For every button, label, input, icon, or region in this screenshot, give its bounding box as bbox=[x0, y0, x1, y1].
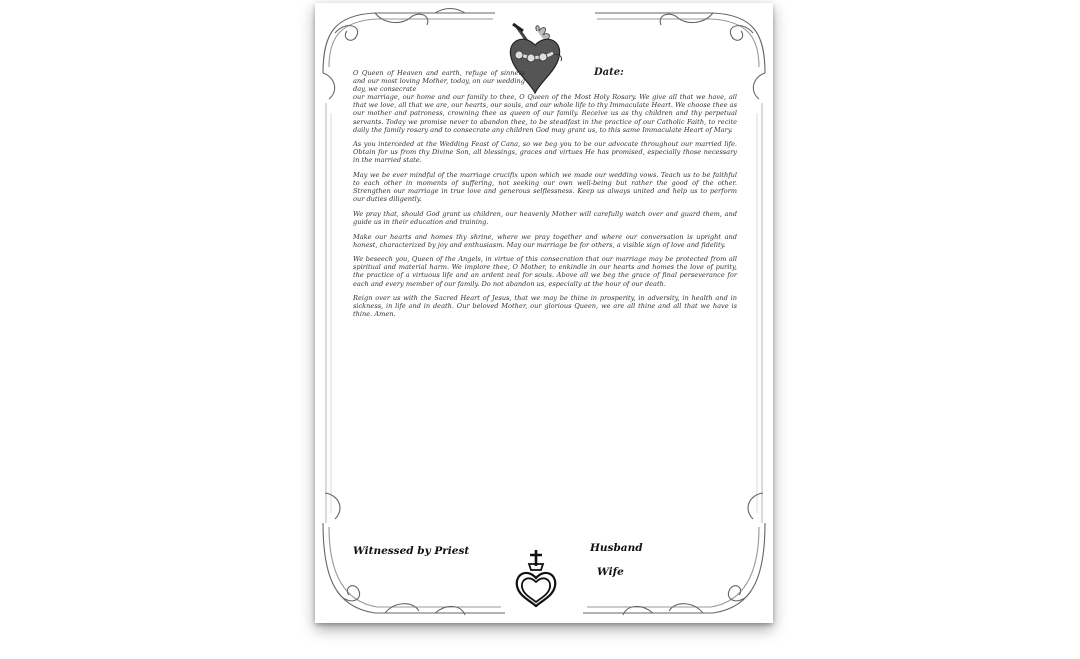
witnessed-by-priest-label: Witnessed by Priest bbox=[353, 545, 470, 557]
prayer-paragraph: As you interceded at the Wedding Feast of Cana, so we beg you to be our advocate throughout our married life. Obtain for us from thy Divine Son, all blessings, graces and virtues He has promised, especially those necessary in the married state. bbox=[353, 140, 737, 165]
prayer-text bbox=[353, 69, 737, 325]
consecration-document-page bbox=[315, 3, 773, 623]
prayer-paragraph: Make our hearts and homes thy shrine, where we pray together and where our conversation is upright and honest, characterized by joy and enthusiasm. May our marriage be for others, a visible sign of love and fidelity. bbox=[353, 232, 737, 249]
husband-label: Husband bbox=[590, 542, 643, 554]
prayer-paragraph: We beseech you, Queen of the Angels, in virtue of this consecration that our marriage may be protected from all spiritual and material harm. We implore thee, O Mother, to enkindle in our hearts and homes the love of purity, the practice of a virtuous life and an ardent zeal for souls. Above all we beg the grace of final perseverance for each and every member of our family. Do not abandon us, especially at the hour of our death. bbox=[353, 255, 737, 288]
prayer-paragraph: We pray that, should God grant us children, our heavenly Mother will carefully watch over and guard them, and guide us in their education and training. bbox=[353, 209, 737, 226]
opening-lines: O Queen of Heaven and earth, refuge of sinners and our most loving Mother, today, on our wedding day, we consecrate bbox=[353, 69, 525, 94]
prayer-paragraph: May we be ever mindful of the marriage crucifix upon which we made our wedding vows. Teach us to be faithful to each other in moments of suffering, not seeking our own well-being but rather the good of the other. Strengthen our marriage in true love and generous selflessness. Keep us always united and help us to perform our duties diligently. bbox=[353, 171, 737, 204]
date-label: Date: bbox=[594, 67, 624, 78]
prayer-paragraph: Reign over us with the Sacred Heart of Jesus, that we may be thine in prosperity, in adversity, in health and in sickness, in life and in death. Our beloved Mother, our glorious Queen, we are all thine and all that we have is thine. Amen. bbox=[353, 294, 737, 319]
two-hearts-cross-icon bbox=[511, 548, 561, 608]
prayer-paragraph: our marriage, our home and our family to thee, O Queen of the Most Holy Rosary. We give all that we have, all that we love, all that we are, our hearts, our souls, and our whole life to thy Immaculate Heart. We choose thee as our mother and patroness, crowning thee as queen of our family. Receive us as thy children and thy perpetual servants. Today we promise never to abandon thee, to be steadfast in the practice of our Catholic Faith, to recite daily the family rosary and to consecrate any children God may grant us, to this same Immaculate Heart of Mary. bbox=[353, 93, 737, 134]
wife-label: Wife bbox=[597, 566, 624, 578]
